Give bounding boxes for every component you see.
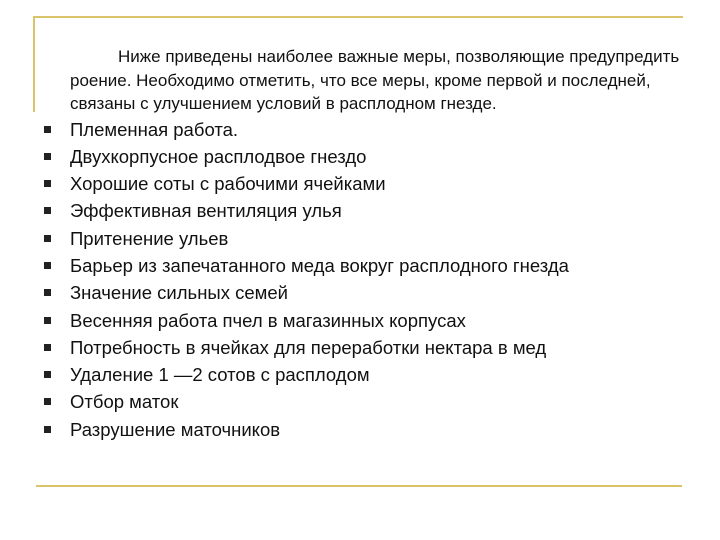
square-bullet-icon <box>44 180 51 187</box>
square-bullet-icon <box>44 344 51 351</box>
list-item-text: Барьер из запечатанного меда вокруг расплодного гнезда <box>70 254 569 276</box>
list-item-text: Разрушение маточников <box>70 418 281 440</box>
list-item <box>40 225 680 252</box>
square-bullet-icon <box>44 398 51 405</box>
list-item <box>40 170 680 197</box>
slide-content <box>40 45 680 443</box>
left-rule <box>33 16 35 112</box>
list-item-text: Эффективная вентиляция улья <box>70 200 342 222</box>
list-item-text: Хорошие соты с рабочими ячейками <box>70 173 386 195</box>
list-item <box>40 361 680 388</box>
square-bullet-icon <box>44 317 51 324</box>
square-bullet-icon <box>44 126 51 133</box>
square-bullet-icon <box>44 207 51 214</box>
intro-paragraph: Ниже приведены наиболее важные меры, позволяющие предупредить роение. Необходимо отметить, что все меры, кроме первой и последней, связаны с улучшением условий в расплодном гнезде. <box>70 47 680 113</box>
measures-list <box>40 116 680 444</box>
list-item <box>40 388 680 415</box>
list-item <box>40 334 680 361</box>
square-bullet-icon <box>44 289 51 296</box>
list-item-text: Отбор маток <box>70 391 179 413</box>
list-item <box>40 416 680 443</box>
list-item <box>40 252 680 279</box>
square-bullet-icon <box>44 262 51 269</box>
list-item <box>40 143 680 170</box>
square-bullet-icon <box>44 426 51 433</box>
list-item-text: Двухкорпусное расплодвое гнездо <box>70 145 367 167</box>
list-item-text: Удаление 1 —2 сотов с расплодом <box>70 364 370 386</box>
list-item-text: Значение сильных семей <box>70 282 288 304</box>
bottom-rule <box>36 485 682 487</box>
list-item-text: Весенняя работа пчел в магазинных корпусах <box>70 309 466 331</box>
list-item-text: Племенная работа. <box>70 118 239 140</box>
list-item <box>40 197 680 224</box>
list-item <box>40 116 680 143</box>
square-bullet-icon <box>44 235 51 242</box>
list-item <box>40 307 680 334</box>
top-rule <box>33 16 683 18</box>
square-bullet-icon <box>44 371 51 378</box>
list-item <box>40 279 680 306</box>
list-item-text: Притенение ульев <box>70 227 229 249</box>
square-bullet-icon <box>44 153 51 160</box>
list-item-text: Потребность в ячейках для переработки нектара в мед <box>70 336 547 358</box>
